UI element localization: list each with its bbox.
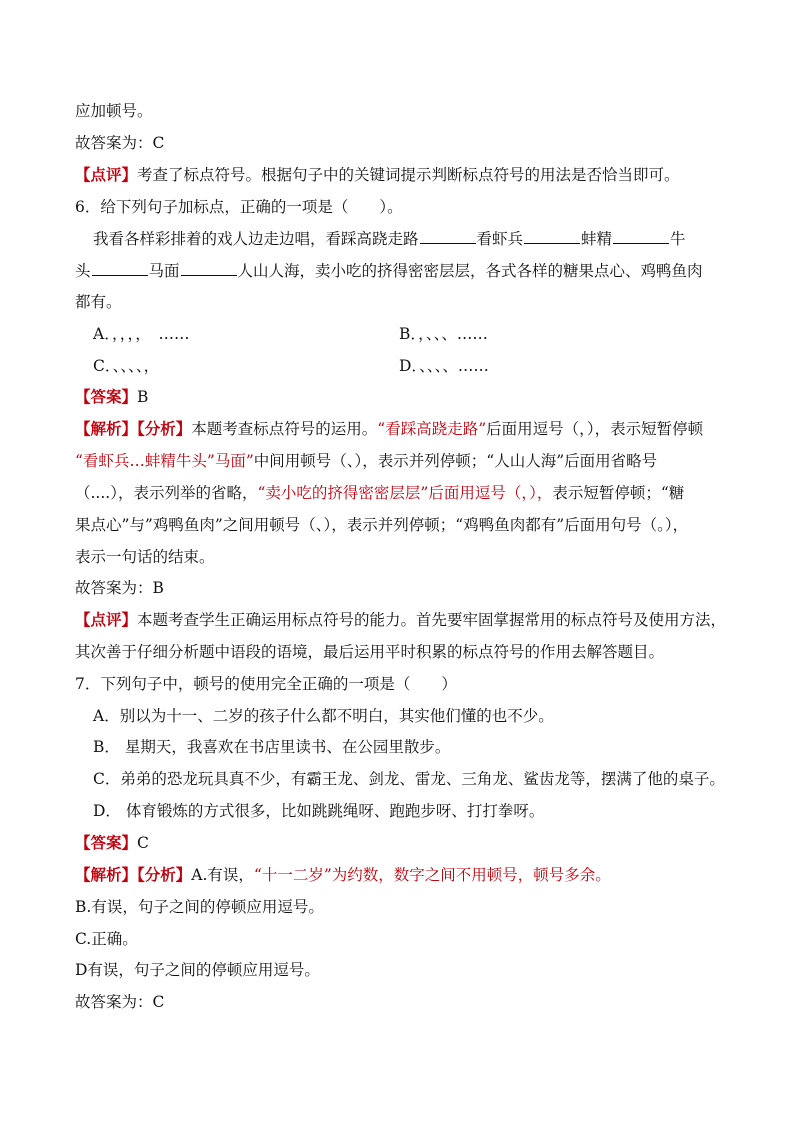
answer-tag: 【答案】 <box>75 833 138 852</box>
explanation-line <box>75 865 735 885</box>
answer-line <box>75 833 735 853</box>
answer-value: B <box>137 388 149 406</box>
option-a: A．，，，， …… <box>93 325 190 343</box>
explanation-line <box>75 929 735 949</box>
text: 其次善于仔细分析题中语段的语境，最后运用平时积累的标点符号的作用去解答题目。 <box>75 643 665 661</box>
review-line <box>75 642 735 662</box>
explanation-line <box>75 483 735 503</box>
explanation-tag: 【解析】【分析】 <box>75 865 192 884</box>
review-line <box>75 165 735 185</box>
review-tag: 【点评】 <box>75 165 138 184</box>
text: 后面用逗号（，），表示短暂停顿 <box>486 420 704 438</box>
explanation-line <box>75 960 735 980</box>
question-7-title <box>75 674 735 694</box>
text: 本题考查标点符号的运用。 <box>191 420 378 438</box>
text: 中间用顿号（、），表示并列停顿；“人山人海”后面用省略号 <box>253 452 658 470</box>
option-d: D．、、、、…… <box>399 357 489 375</box>
text: 本题考查学生正确运用标点符号的能力。首先要牢固掌握常用的标点符号及使用方法， <box>137 611 727 629</box>
text: D有误，句子之间的停顿应用逗号。 <box>75 961 320 979</box>
text: 牛 <box>670 230 686 248</box>
option-d <box>93 801 753 821</box>
explanation-tag: 【解析】【分析】 <box>75 419 192 438</box>
text: D． 体育锻炼的方式很多，比如跳跳绳呀、跑跑步呀、打打拳呀。 <box>93 802 545 820</box>
option-c: C．、、、、， <box>93 357 160 375</box>
text: 表示短暂停顿；“糖 <box>552 484 685 502</box>
review-line <box>75 610 735 630</box>
text: A．别以为十一、二岁的孩子什么都不明白，其实他们懂的也不少。 <box>93 707 554 725</box>
fill-blank <box>181 261 237 276</box>
text: 我看各样彩排着的戏人边走边唱，看踩高跷走路 <box>93 230 419 248</box>
text: 应加顿号。 <box>75 102 153 120</box>
text: 表示一句话的结束。 <box>75 548 215 566</box>
option-c <box>93 769 753 789</box>
explanation-line <box>75 897 735 917</box>
answer-line <box>75 387 735 407</box>
text: C．弟弟的恐龙玩具真不少，有霸王龙、剑龙、雷龙、三角龙、鲨齿龙等，摆满了他的桌子。 <box>93 770 725 788</box>
text: 都有。 <box>75 293 122 311</box>
text: 故答案为：B <box>75 579 164 597</box>
explanation-line <box>75 547 735 567</box>
answer-value: C <box>137 834 149 852</box>
answer-line <box>75 992 735 1012</box>
highlight-text: “卖小吃的挤得密密层层”后面用逗号（，）， <box>257 484 553 502</box>
question-6-title <box>75 197 735 217</box>
option-b <box>93 737 753 757</box>
fill-blank <box>524 229 580 244</box>
text: 故答案为：C <box>75 993 165 1011</box>
question-6-passage-line <box>75 292 735 312</box>
highlight-text: “十一二岁”为约数，数字之间不用顿号，顿号多余。 <box>253 866 611 884</box>
explanation-line <box>75 419 735 439</box>
answer-line <box>75 578 735 598</box>
answer-tag: 【答案】 <box>75 387 138 406</box>
text: 看虾兵 <box>476 230 524 248</box>
review-tag: 【点评】 <box>75 610 138 629</box>
text-line <box>75 101 735 121</box>
highlight-text: “看虾兵…蚌精牛头”马面” <box>75 452 254 470</box>
question-6-passage-line <box>93 229 753 249</box>
text: 故答案为：C <box>75 134 165 152</box>
text: 人山人海，卖小吃的挤得密密层层，各式各样的糖果点心、鸡鸭鱼肉 <box>237 262 703 280</box>
text: 蚌精 <box>581 230 613 248</box>
text: 7．下列句子中，顿号的使用完全正确的一项是（ ） <box>75 675 457 693</box>
explanation-line <box>75 515 735 535</box>
text: 头 <box>75 262 91 280</box>
option-b: B．，、、、…… <box>399 325 488 343</box>
fill-blank <box>92 261 148 276</box>
text: 考查了标点符号。根据句子中的关键词提示判断标点符号的用法是否恰当即可。 <box>137 166 680 184</box>
text: C.正确。 <box>75 930 138 948</box>
explanation-line <box>75 451 735 471</box>
text: （....），表示列举的省略， <box>75 484 258 502</box>
highlight-text: “看踩高跷走路” <box>377 420 487 438</box>
option-a <box>93 706 753 726</box>
text: 果点心”与”鸡鸭鱼肉”之间用顿号（、），表示并列停顿；“鸡鸭鱼肉都有”后面用句号（。）， <box>75 516 689 534</box>
question-6-passage-line <box>75 261 735 281</box>
text: 马面 <box>148 262 180 280</box>
text: B.有误，句子之间的停顿应用逗号。 <box>75 898 324 916</box>
fill-blank <box>613 229 669 244</box>
text: 6．给下列句子加标点，正确的一项是（ ）。 <box>75 198 403 216</box>
fill-blank <box>420 229 476 244</box>
text: A.有误， <box>191 866 254 884</box>
text: B． 星期天，我喜欢在书店里读书、在公园里散步。 <box>93 738 451 756</box>
answer-line <box>75 133 735 153</box>
